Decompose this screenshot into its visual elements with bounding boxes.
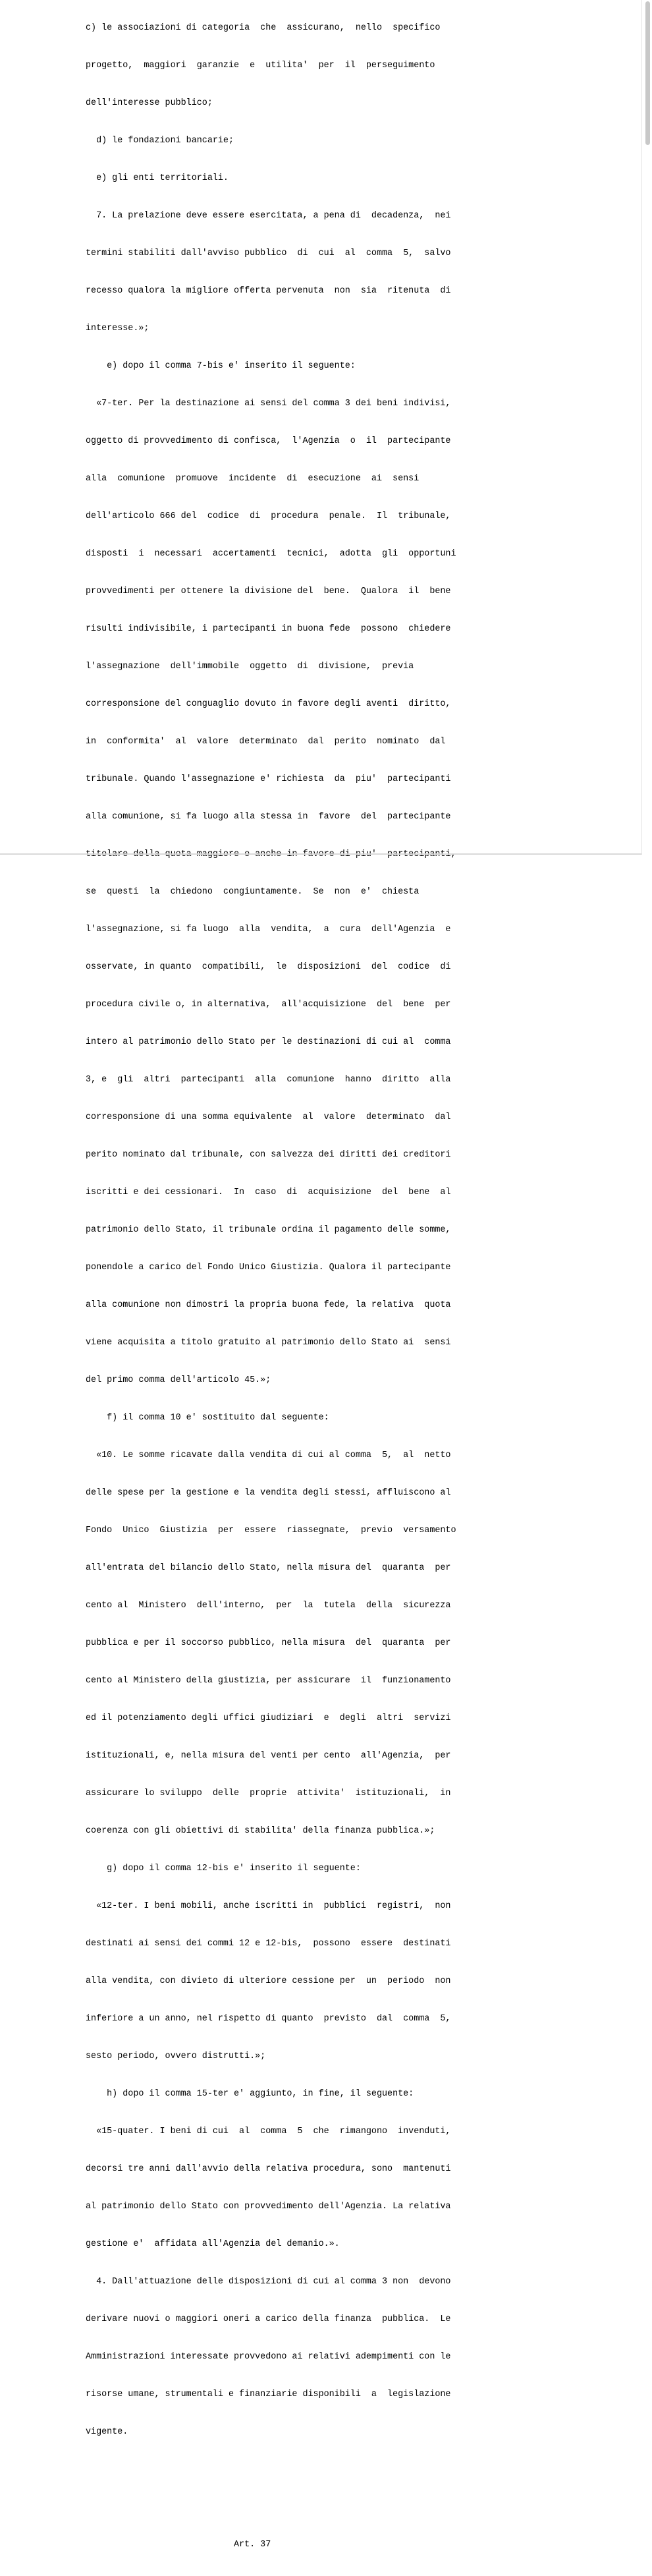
text-line: provvedimenti per ottenere la divisione del bene. Qualora il bene [86, 587, 451, 596]
text-line: 4. Dall'attuazione delle disposizioni di cui al comma 3 non devono [86, 2277, 451, 2287]
text-line: dell'articolo 666 del codice di procedura penale. Il tribunale, [86, 511, 451, 521]
text-line: del primo comma dell'articolo 45.»; [86, 1375, 271, 1385]
text-line: perito nominato dal tribunale, con salvezza dei diritti dei creditori [86, 1150, 451, 1160]
text-line: sesto periodo, ovvero distrutti.»; [86, 2051, 266, 2061]
text-line: alla comunione, si fa luogo alla stessa in favore del partecipante [86, 812, 451, 822]
text-line: corresponsione di una somma equivalente al valore determinato dal [86, 1112, 451, 1122]
text-line: vigente. [86, 2427, 128, 2437]
text-line: recesso qualora la migliore offerta pervenuta non sia ritenuta di [86, 286, 451, 296]
text-line: intero al patrimonio dello Stato per le destinazioni di cui al comma [86, 1037, 451, 1047]
text-line: coerenza con gli obiettivi di stabilita' della finanza pubblica.»; [86, 1826, 435, 1836]
text-line: e) gli enti territoriali. [86, 173, 229, 183]
text-line: tribunale. Quando l'assegnazione e' richiesta da piu' partecipanti [86, 774, 451, 784]
text-line: risorse umane, strumentali e finanziarie disponibili a legislazione [86, 2390, 451, 2399]
text-line: «10. Le somme ricavate dalla vendita di cui al comma 5, al netto [86, 1450, 451, 1460]
text-line: procedura civile o, in alternativa, all'acquisizione del bene per [86, 1000, 451, 1010]
text-line: ed il potenziamento degli uffici giudiziari e degli altri servizi [86, 1713, 451, 1723]
text-line: e) dopo il comma 7-bis e' inserito il seguente: [86, 361, 356, 371]
text-line: se questi la chiedono congiuntamente. Se non e' chiesta [86, 887, 420, 897]
text-line: «7-ter. Per la destinazione ai sensi del comma 3 dei beni indivisi, [86, 399, 451, 409]
scrollbar-thumb[interactable] [645, 1, 650, 145]
text-line: in conformita' al valore determinato dal perito nominato dal [86, 737, 446, 747]
text-line: progetto, maggiori garanzie e utilita' per il perseguimento [86, 61, 435, 71]
document-body-text [86, 0, 481, 2576]
text-line: al patrimonio dello Stato con provvedimento dell'Agenzia. La relativa [86, 2202, 451, 2212]
text-line: 7. La prelazione deve essere esercitata, a pena di decadenza, nei [86, 211, 451, 221]
text-line: gestione e' affidata all'Agenzia del demanio.». [86, 2239, 340, 2249]
text-line: corresponsione del conguaglio dovuto in favore degli aventi diritto, [86, 699, 451, 709]
text-line: disposti i necessari accertamenti tecnici, adotta gli opportuni [86, 549, 456, 559]
text-line: pubblica e per il soccorso pubblico, nella misura del quaranta per [86, 1638, 451, 1648]
page-bottom-border [0, 853, 641, 855]
text-line: osservate, in quanto compatibili, le disposizioni del codice di [86, 962, 451, 972]
text-line: g) dopo il comma 12-bis e' inserito il seguente: [86, 1864, 361, 1874]
text-line: derivare nuovi o maggiori oneri a carico della finanza pubblica. Le [86, 2314, 451, 2324]
text-line: cento al Ministero dell'interno, per la tutela della sicurezza [86, 1601, 451, 1611]
text-line: destinati ai sensi dei commi 12 e 12-bis, possono essere destinati [86, 1939, 451, 1949]
text-line: delle spese per la gestione e la vendita degli stessi, affluiscono al [86, 1488, 451, 1498]
text-line: ponendole a carico del Fondo Unico Giustizia. Qualora il partecipante [86, 1263, 451, 1273]
text-line: risulti indivisibile, i partecipanti in buona fede possono chiedere [86, 624, 451, 634]
text-line: c) le associazioni di categoria che assicurano, nello specifico [86, 23, 441, 33]
text-line: alla vendita, con divieto di ulteriore cessione per un periodo non [86, 1976, 451, 1986]
text-line: f) il comma 10 e' sostituito dal seguente: [86, 1413, 329, 1423]
text-line: viene acquisita a titolo gratuito al patrimonio dello Stato ai sensi [86, 1338, 451, 1348]
blank-line [86, 2463, 481, 2476]
text-line: d) le fondazioni bancarie; [86, 136, 234, 146]
text-line: cento al Ministero della giustizia, per assicurare il funzionamento [86, 1676, 451, 1686]
text-line: dell'interesse pubblico; [86, 98, 213, 108]
text-line: istituzionali, e, nella misura del venti per cento all'Agenzia, per [86, 1751, 451, 1761]
text-line: Amministrazioni interessate provvedono ai relativi adempimenti con le [86, 2352, 451, 2362]
text-line: «15-quater. I beni di cui al comma 5 che rimangono invenduti, [86, 2127, 451, 2136]
text-line: l'assegnazione dell'immobile oggetto di divisione, previa [86, 662, 414, 672]
text-line: «12-ter. I beni mobili, anche iscritti in pubblici registri, non [86, 1901, 451, 1911]
text-line: Fondo Unico Giustizia per essere riassegnate, previo versamento [86, 1526, 456, 1535]
text-line: alla comunione promuove incidente di esecuzione ai sensi [86, 474, 420, 484]
text-line: assicurare lo sviluppo delle proprie attivita' istituzionali, in [86, 1789, 451, 1798]
text-line: patrimonio dello Stato, il tribunale ordina il pagamento delle somme, [86, 1225, 451, 1235]
text-line: l'assegnazione, si fa luogo alla vendita, a cura dell'Agenzia e [86, 925, 451, 934]
text-line: all'entrata del bilancio dello Stato, nella misura del quaranta per [86, 1563, 451, 1573]
text-line: 3, e gli altri partecipanti alla comunione hanno diritto alla [86, 1075, 451, 1085]
text-line: oggetto di provvedimento di confisca, l'Agenzia o il partecipante [86, 436, 451, 446]
text-line: termini stabiliti dall'avviso pubblico di cui al comma 5, salvo [86, 248, 451, 258]
text-line: h) dopo il comma 15-ter e' aggiunto, in fine, il seguente: [86, 2089, 414, 2099]
vertical-scrollbar[interactable] [641, 0, 652, 855]
text-line: alla comunione non dimostri la propria buona fede, la relativa quota [86, 1300, 451, 1310]
text-line: inferiore a un anno, nel rispetto di quanto previsto dal comma 5, [86, 2014, 451, 2024]
article-heading: Art. 37 [86, 2540, 271, 2550]
text-line: decorsi tre anni dall'avvio della relativa procedura, sono mantenuti [86, 2164, 451, 2174]
text-line: interesse.»; [86, 324, 149, 333]
text-line: iscritti e dei cessionari. In caso di acquisizione del bene al [86, 1188, 451, 1197]
blank-line [86, 2501, 481, 2513]
